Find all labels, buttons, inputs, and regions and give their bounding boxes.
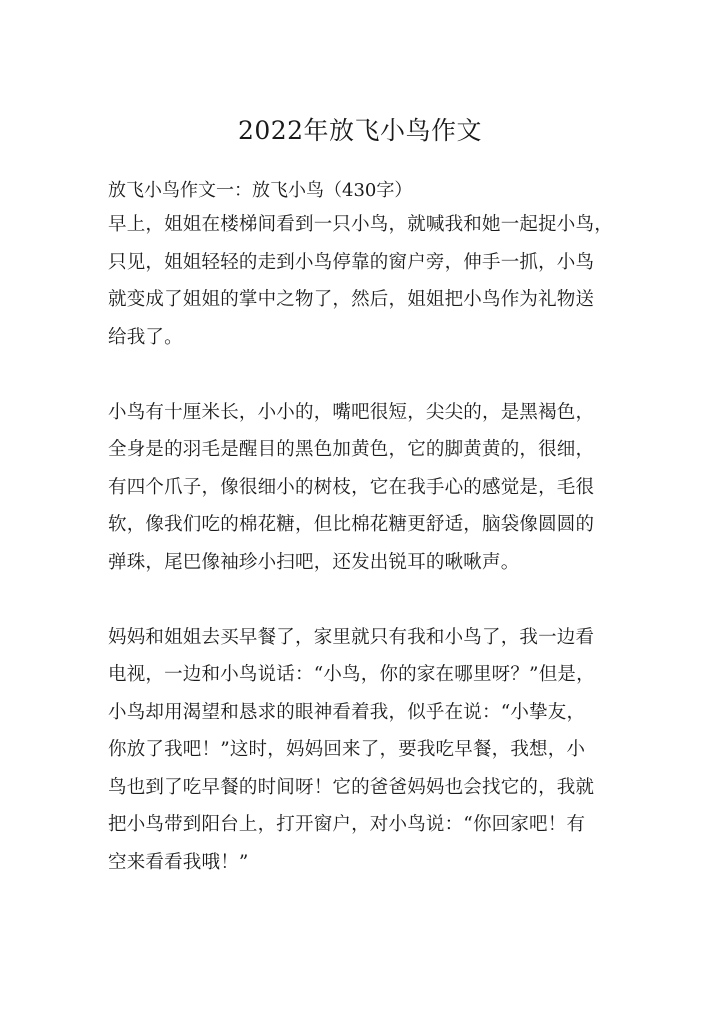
text-line: 小鸟有十厘米长，小小的，嘴吧很短，尖尖的，是黑褐色， bbox=[108, 401, 595, 423]
paragraph-2 bbox=[108, 394, 618, 582]
text-line: 妈妈和姐姐去买早餐了，家里就只有我和小鸟了，我一边看 bbox=[108, 626, 595, 648]
text-line: 早上，姐姐在楼梯间看到一只小鸟，就喊我和她一起捉小鸟， bbox=[108, 214, 613, 235]
paragraph-1 bbox=[108, 206, 618, 356]
paragraph-3 bbox=[108, 619, 618, 882]
text-line: 把小鸟带到阳台上，打开窗户，对小鸟说：“你回家吧！有 bbox=[108, 814, 586, 835]
essay-subtitle: 放飞小鸟作文一：放飞小鸟（430字） bbox=[108, 180, 413, 201]
document-body bbox=[108, 176, 618, 881]
text-line: 你放了我吧！”这时，妈妈回来了，要我吃早餐，我想，小 bbox=[108, 739, 586, 760]
text-line: 就变成了姐姐的掌中之物了，然后，姐姐把小鸟作为礼物送 bbox=[108, 289, 595, 310]
text-line: 给我了。 bbox=[108, 326, 183, 348]
text-line: 全身是的羽毛是醒目的黑色加黄色，它的脚黄黄的，很细， bbox=[108, 439, 595, 460]
text-line: 软，像我们吃的棉花糖，但比棉花糖更舒适，脑袋像圆圆的 bbox=[108, 514, 595, 535]
document-title: 2022年放飞小鸟作文 bbox=[237, 116, 483, 145]
text-line: 小鸟却用渴望和恳求的眼神看着我，似乎在说：“小挚友， bbox=[108, 701, 586, 723]
text-line: 弹珠，尾巴像袖珍小扫吧，还发出锐耳的啾啾声。 bbox=[108, 551, 520, 573]
text-line: 电视，一边和小鸟说话：“小鸟，你的家在哪里呀？”但是， bbox=[108, 664, 595, 685]
paragraph-spacer bbox=[108, 356, 618, 394]
text-line: 鸟也到了吃早餐的时间呀！它的爸爸妈妈也会找它的，我就 bbox=[108, 776, 595, 798]
text-line: 只见，姐姐轻轻的走到小鸟停靠的窗户旁，伸手一抓，小鸟 bbox=[108, 251, 595, 273]
text-line: 有四个爪子，像很细小的树枝，它在我手心的感觉是，毛很 bbox=[108, 476, 595, 498]
paragraph-spacer bbox=[108, 581, 618, 619]
text-line: 空来看看我哦！” bbox=[108, 851, 249, 873]
